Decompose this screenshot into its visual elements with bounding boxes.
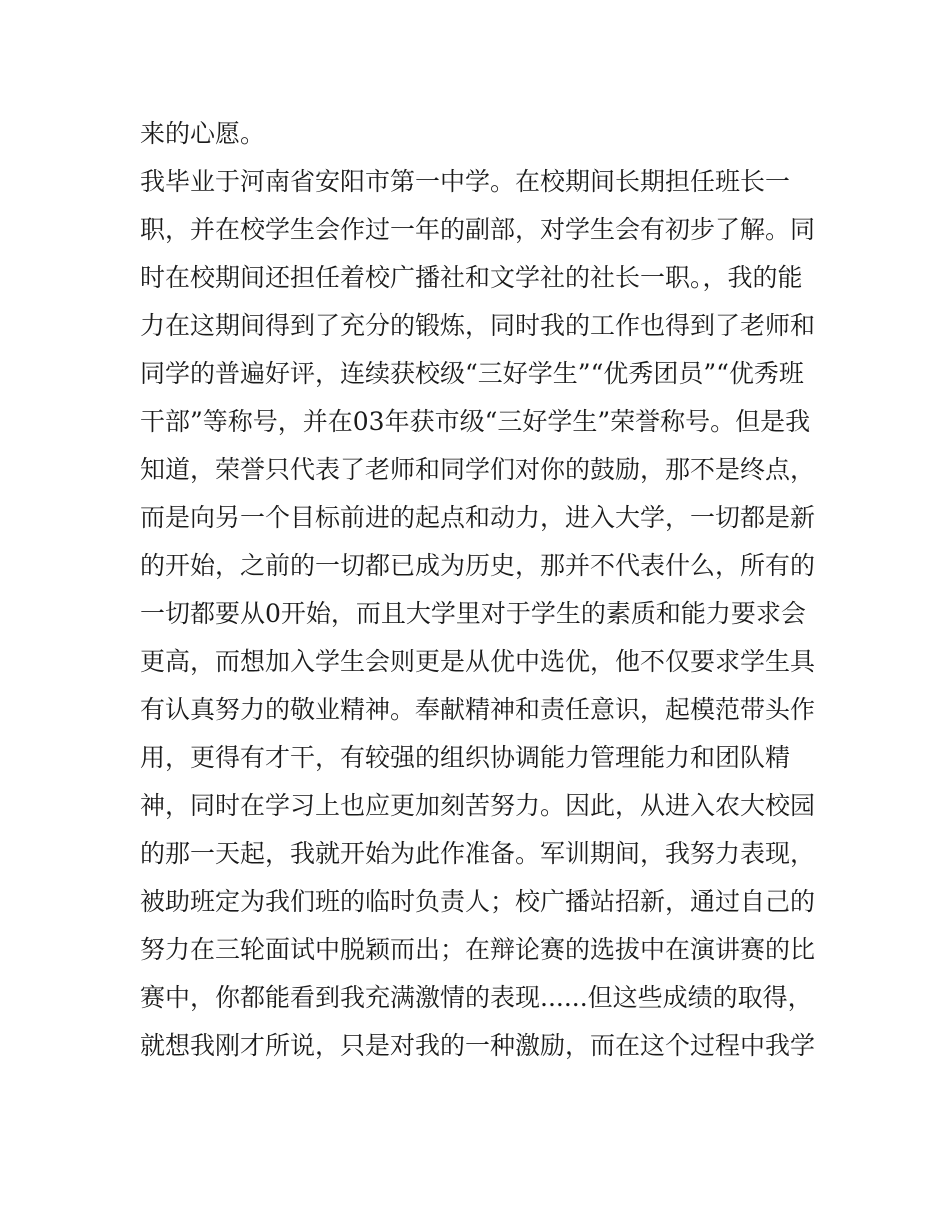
text-line: 努力在三轮面试中脱颖而出；在辩论赛的选拔中在演讲赛的比 xyxy=(140,935,816,964)
text-line: 神，同时在学习上也应更加刻苦努力。因此，从进入农大校园 xyxy=(140,791,816,820)
text-line: 有认真努力的敬业精神。奉献精神和责任意识，起模范带头作 xyxy=(140,695,816,724)
text-line: 时在校期间还担任着校广播社和文学社的社长一职。，我的能 xyxy=(140,263,803,292)
text-line: 的开始，之前的一切都已成为历史，那并不代表什么，所有的 xyxy=(140,551,816,580)
text-line: 职，并在校学生会作过一年的副部，对学生会有初步了解。同 xyxy=(140,215,816,244)
text-line: 我毕业于河南省安阳市第一中学。在校期间长期担任班长一 xyxy=(140,167,791,196)
text-line: 赛中，你都能看到我充满激情的表现......但这些成绩的取得， xyxy=(140,983,813,1012)
text-line: 更高，而想加入学生会则更是从优中选优，他不仅要求学生具 xyxy=(140,647,816,676)
text-line: 力在这期间得到了充分的锻炼，同时我的工作也得到了老师和 xyxy=(140,311,816,340)
text-line: 干部”等称号，并在03年获市级“三好学生”荣誉称号。但是我 xyxy=(140,407,811,436)
text-line: 用，更得有才干，有较强的组织协调能力管理能力和团队精 xyxy=(140,743,791,772)
body-text xyxy=(140,110,820,1070)
text-line: 被助班定为我们班的临时负责人；校广播站招新，通过自己的 xyxy=(140,887,816,916)
text-line: 而是向另一个目标前进的起点和动力，进入大学，一切都是新 xyxy=(140,503,816,532)
text-line: 来的心愿。 xyxy=(140,119,266,148)
text-line: 同学的普遍好评，连续获校级“三好学生”“优秀团员”“优秀班 xyxy=(140,359,804,388)
text-line: 知道，荣誉只代表了老师和同学们对你的鼓励，那不是终点， xyxy=(140,455,816,484)
text-line: 就想我刚才所说，只是对我的一种激励，而在这个过程中我学 xyxy=(140,1031,816,1060)
text-line: 的那一天起，我就开始为此作准备。军训期间，我努力表现， xyxy=(140,839,816,868)
text-line: 一切都要从0开始，而且大学里对于学生的素质和能力要求会 xyxy=(140,599,806,628)
